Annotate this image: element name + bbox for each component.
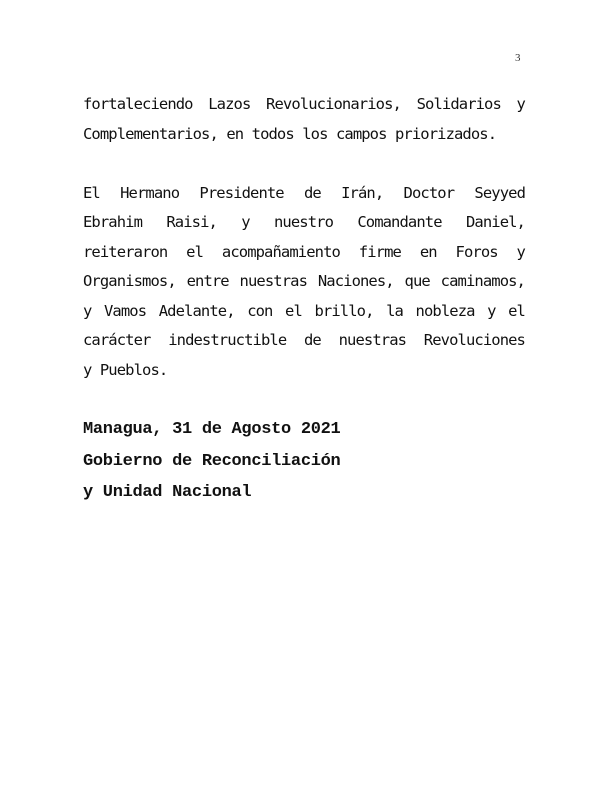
paragraph-line: El Hermano Presidente de Irán, Doctor Seyyed — [83, 183, 525, 202]
paragraph-line: Organismos, entre nuestras Naciones, que caminamos, — [83, 272, 525, 290]
paragraph-2 — [83, 179, 525, 386]
paragraph-1 — [83, 90, 525, 149]
paragraph-line: Complementarios, en todos los campos priorizados. — [83, 124, 497, 143]
signature-block — [83, 414, 525, 509]
signature-org-line-1: Gobierno de Reconciliación — [83, 451, 341, 471]
paragraph-line: carácter indestructible de nuestras Revoluciones — [83, 331, 525, 349]
paragraph-line: y Vamos Adelante, con el brillo, la nobleza y el — [83, 301, 525, 320]
signature-date: Managua, 31 de Agosto 2021 — [83, 420, 341, 439]
paragraph-line: y Pueblos. — [83, 360, 168, 379]
paragraph-line: fortaleciendo Lazos Revolucionarios, Solidarios y — [83, 95, 525, 113]
signature-org-line-2: y Unidad Nacional — [83, 483, 252, 502]
paragraph-line: reiteraron el acompañamiento firme en Foros y — [83, 242, 525, 261]
document-body — [83, 90, 525, 509]
page-number: 3 — [515, 52, 521, 64]
paragraph-line: Ebrahim Raisi, y nuestro Comandante Daniel, — [83, 213, 525, 231]
